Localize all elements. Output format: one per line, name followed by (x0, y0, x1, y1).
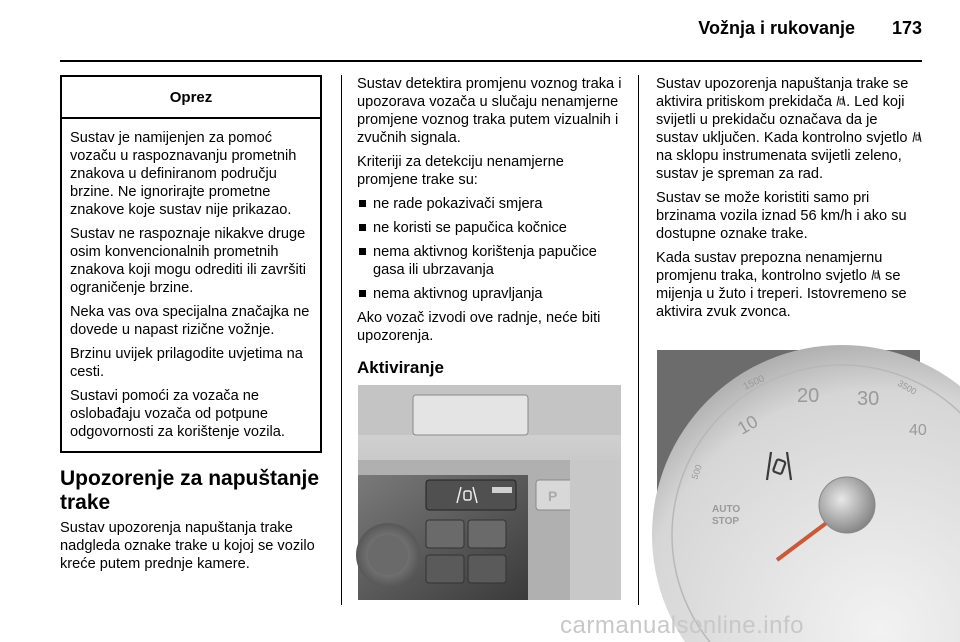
body-paragraph (656, 75, 922, 183)
criteria-list (357, 195, 622, 303)
gauge-label: 10 (734, 411, 762, 439)
column-left (60, 75, 322, 579)
text-run: na sklopu instrumenata svijetli zeleno, sustav je spreman za rad. (656, 148, 902, 182)
gauge-label: 40 (909, 422, 927, 439)
list-item-text: nema aktivnog upravljanja (373, 286, 543, 302)
caution-paragraph: Sustavi pomoći za vozača ne oslobađaju vozača od potpune odgovornosti za korištenje vozila. (70, 388, 285, 440)
bullet-icon (359, 290, 366, 297)
lane-departure-icon (836, 95, 846, 107)
gauge-label: 500 (689, 463, 705, 481)
gauge-label: 30 (857, 388, 880, 410)
caution-paragraph: Neka vas ova specijalna značajka ne dovede u napast rizične vožnje. (70, 304, 310, 338)
gauge-label: 3500 (896, 378, 919, 397)
body-paragraph: Sustav se može koristiti samo pri brzinama vozila iznad 56 km/h i ako su dostupne oznake trake. (656, 190, 907, 242)
caution-paragraph: Sustav ne raspoznaje nikakve druge osim konvencionalnih prometnih znakova koji mogu odrediti ili završiti ograničenje brzine. (70, 226, 307, 296)
caution-paragraph: Sustav je namijenjen za pomoć vozaču u raspoznavanju prometnih znakova u definiranom području brzine. Ne ignorirajte prometne znakove koje sustav nije prikazao. (70, 130, 297, 218)
column-divider (341, 75, 342, 605)
lane-departure-icon (871, 269, 881, 281)
body-paragraph: Sustav detektira promjenu voznog traka i upozorava vozača u slučaju nenamjerne promjene voznog traka putem vizualnih i zvučnih signala. (357, 76, 622, 146)
page-number: 173 (891, 18, 922, 38)
needle-hub (819, 477, 875, 533)
gauge-label: AUTO (712, 504, 741, 515)
section-heading: Upozorenje za napuštanje trake (60, 467, 320, 514)
column-right (656, 75, 922, 327)
list-item (357, 243, 622, 279)
header-title: Vožnja i rukovanje (698, 18, 855, 38)
text-run: Kada sustav prepozna nenamjernu promjenu traka, kontrolno svjetlo (656, 250, 883, 284)
text-run: se mijenja u žuto i treperi. Istovremeno se aktivira zvuk zvonca. (656, 268, 907, 320)
body-paragraph: Ako vozač izvodi ove radnje, neće biti upozorenja. (357, 310, 601, 344)
body-paragraph: Kriteriji za detekciju nenamjerne promjene trake su: (357, 154, 564, 188)
list-item (357, 195, 622, 213)
gauge-label: STOP (712, 516, 740, 527)
gauge-label: 1500 (741, 373, 767, 393)
list-item (357, 219, 622, 237)
caution-paragraph: Brzinu uvijek prilagodite uvjetima na cesti. (70, 346, 303, 380)
list-item-text: ne koristi se papučica kočnice (373, 220, 567, 236)
lane-departure-icon (912, 131, 922, 143)
column-divider (638, 75, 639, 605)
bullet-icon (359, 224, 366, 231)
dashboard-switch-photo (358, 385, 621, 598)
text-run: Sustav upozorenja napuštanja trake se aktivira pritiskom prekidača (656, 76, 909, 110)
column-middle (357, 75, 622, 387)
gauge-label: 20 (797, 385, 820, 407)
list-item-text: nema aktivnog korištenja papučice gasa ili ubrzavanja (373, 244, 597, 278)
bullet-icon (359, 200, 366, 207)
list-item (357, 285, 622, 303)
section-intro: Sustav upozorenja napuštanja trake nadgleda oznake trake u kojoj se vozilo kreće putem prednje kamere. (60, 520, 315, 572)
subheading-activation: Aktiviranje (357, 358, 444, 377)
caution-body (62, 119, 320, 451)
caution-box (60, 75, 322, 453)
bullet-icon (359, 248, 366, 255)
list-item-text: ne rade pokazivači smjera (373, 196, 543, 212)
header-rule (60, 60, 922, 62)
text-run: . Led koji svijetli u prekidaču označava da je sustav uključen. Kada kontrolno svjetlo (656, 94, 912, 146)
watermark: carmanualsonline.info (560, 612, 804, 639)
instrument-gauge-photo (657, 350, 927, 560)
park-button-label: P (548, 488, 558, 504)
caution-title: Oprez (62, 77, 320, 119)
body-paragraph (656, 249, 922, 321)
